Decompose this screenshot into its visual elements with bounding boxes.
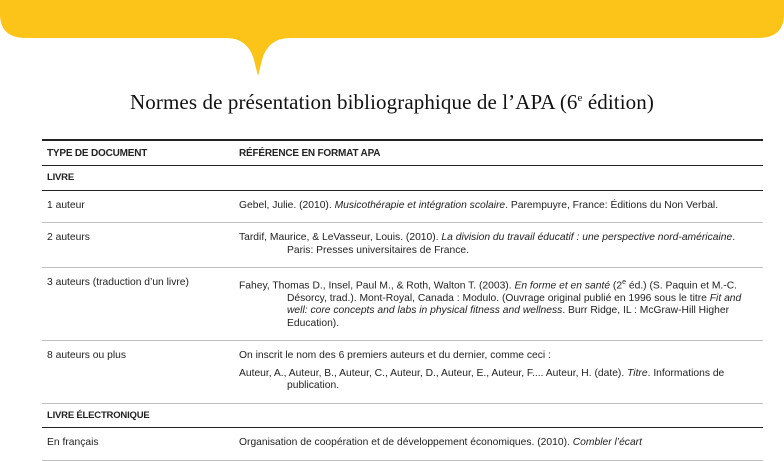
yellow-banner-decoration xyxy=(0,0,784,80)
table-header-row xyxy=(42,140,763,166)
reference-title: Musicothérapie et intégration scolaire xyxy=(334,199,506,211)
reference-title: En forme et en santé xyxy=(514,280,611,292)
reference-text: Organisation de coopération et de développement économiques. (2010). Combler l’écart xyxy=(239,437,642,449)
table-row xyxy=(42,223,763,268)
header-document-type: TYPE DE DOCUMENT xyxy=(42,140,234,166)
edition-superscript: e xyxy=(622,279,626,286)
document-type-cell: 3 auteurs (traduction d’un livre) xyxy=(42,268,234,341)
reference-cell xyxy=(234,428,763,461)
document-type-cell: 8 auteurs ou plus xyxy=(42,341,234,404)
title-superscript: e xyxy=(577,92,583,104)
reference-text: Auteur, A., Auteur, B., Auteur, C., Auteur, D., Auteur, E., Auteur, F.... Auteur, H. (date). Titre. Informations de publication. xyxy=(239,367,725,392)
reference-cell xyxy=(234,223,763,268)
section-row-livre-electronique xyxy=(42,403,763,428)
reference-note: On inscrit le nom des 6 premiers auteurs et du dernier, comme ceci : xyxy=(239,350,551,362)
section-label-livre-electronique: LIVRE ÉLECTRONIQUE xyxy=(42,403,763,428)
document-type-cell: 2 auteurs xyxy=(42,223,234,268)
reference-title: La division du travail éducatif : une perspective nord-américaine xyxy=(441,232,733,243)
reference-text: Tardif, Maurice, & LeVasseur, Louis. (2010). La division du travail éducatif : une perspective nord-américaine. Paris: Presses universitaires de France. xyxy=(239,232,736,256)
reference-text: Fahey, Thomas D., Insel, Paul M., & Roth, Walton T. (2003). En forme et en santé (2e éd.) (S. Paquin et M.-C. Désorcy, trad.). Mont-Royal, Canada : Modulo. (Ouvrage original publié en 1996 sous le titre Fit and well: core concepts and labs in physical fitness and wellness. Burr Ridge, IL : McGraw-Hill Higher Education). xyxy=(239,279,742,329)
reference-title: Titre xyxy=(627,367,648,379)
reference-cell xyxy=(234,341,763,404)
reference-cell xyxy=(234,190,763,223)
original-title: Fit and well: core concepts and labs in physical fitness and wellness xyxy=(287,292,742,317)
document-type-cell: En français xyxy=(42,428,234,461)
header-apa-reference: RÉFÉRENCE EN FORMAT APA xyxy=(234,140,763,166)
document-type-cell: 1 auteur xyxy=(42,190,234,223)
banner-shape xyxy=(0,0,784,76)
apa-reference-table xyxy=(42,139,763,461)
reference-text: Gebel, Julie. (2010). Musicothérapie et intégration scolaire. Parempuyre, France: Éditions du Non Verbal. xyxy=(239,199,719,211)
reference-cell xyxy=(234,268,763,341)
section-label-livre: LIVRE xyxy=(42,166,763,191)
table-row xyxy=(42,190,763,223)
table-row xyxy=(42,341,763,404)
section-row-livre xyxy=(42,166,763,191)
table-row xyxy=(42,428,763,461)
title-text: Normes de présentation bibliographique de l’APA (6 xyxy=(130,90,578,114)
title-text-end: édition) xyxy=(582,90,654,114)
table-row xyxy=(42,268,763,341)
page-title xyxy=(0,90,784,115)
reference-title: Combler l’écart xyxy=(572,437,642,449)
